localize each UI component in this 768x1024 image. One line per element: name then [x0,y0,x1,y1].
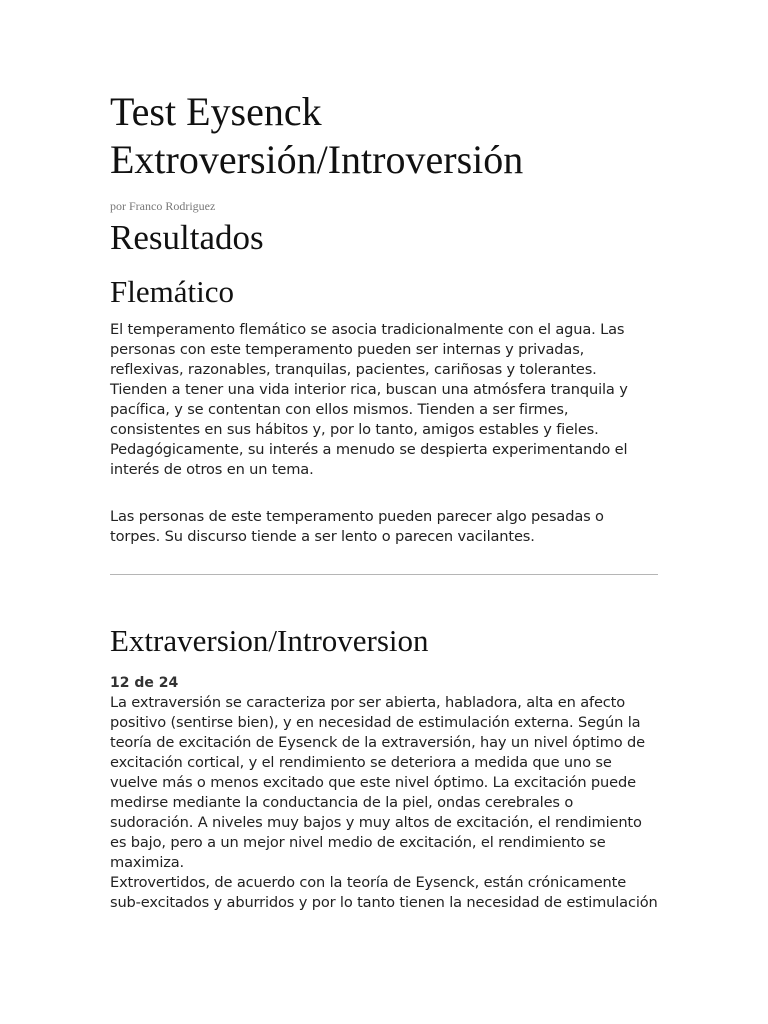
extraversion-description: La extraversión se caracteriza por ser abierta, habladora, alta en afecto positivo (sentirse bien), y en necesidad de estimulación externa. Según la teoría de excitación de Eysenck de la extraversión, hay un nivel óptimo de excitación cortical, y el rendimiento se deteriora a medida que uno se vuelve más o menos excitado que este nivel óptimo. La excitación puede medirse mediante la conductancia de la piel, ondas cerebrales o sudoración. A niveles muy bajos y muy altos de excitación, el rendimiento es bajo, pero a un mejor nivel medio de excitación, el rendimiento se maximiza. [110,694,645,871]
temperament-pedagogy: Pedagógicamente, su interés a menudo se despierta experimentando el interés de otros en un tema. [110,441,628,478]
extraversion-theory: Extrovertidos, de acuerdo con la teoría de Eysenck, están crónicamente sub-excitados y aburridos y por lo tanto tienen la necesidad de estimulación [110,874,658,911]
results-heading: Resultados [110,218,264,257]
author-byline: por Franco Rodriguez [110,199,216,213]
page-title-line2: Extroversión/Introversión [110,137,524,182]
temperament-description: El temperamento flemático se asocia tradicionalmente con el agua. Las personas con este temperamento pueden ser internas y privadas, reflexivas, razonables, tranquilas, pacientes, cariñosas y tolerantes. Tienden a tener una vida interior rica, buscan una atmósfera tranquila y pacífica, y se contentan con ellos mismos. Tienden a ser firmes, consistentes en sus hábitos y, por lo tanto, amigos estables y fieles. [110,321,628,438]
extraversion-heading: Extraversion/Introversion [110,623,429,658]
temperament-heading: Flemático [110,274,234,309]
temperament-note: Las personas de este temperamento pueden parecer algo pesadas o torpes. Su discurso tiende a ser lento o parecen vacilantes. [110,508,604,545]
section-divider [110,574,658,575]
extraversion-score: 12 de 24 [110,675,179,691]
page-title-line1: Test Eysenck [110,89,322,134]
document-page [110,88,658,913]
page-title [110,88,658,184]
